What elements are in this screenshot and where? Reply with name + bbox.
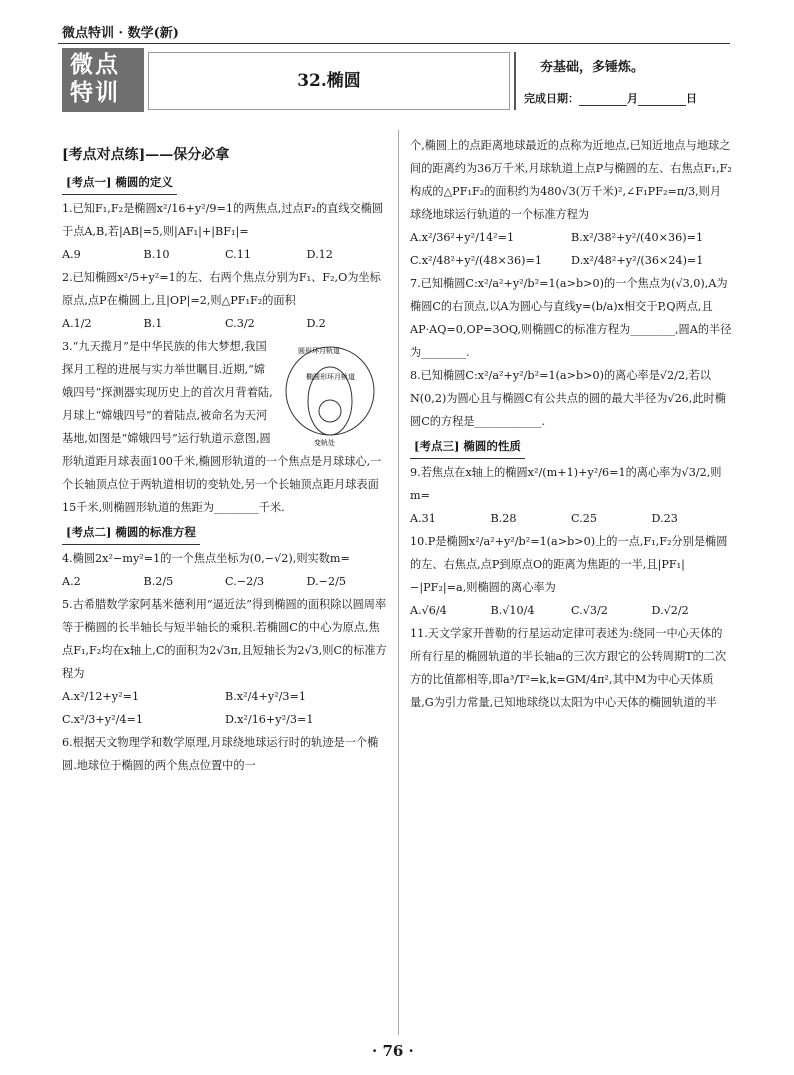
date-row [524,90,697,106]
q6-options-ab [410,226,732,249]
question-8: 8.已知椭圆C:x²/a²+y²/b²=1(a>b>0)的离心率是√2/2,若以N(0,2)为圆心且与椭圆C有公共点的圆的最大半径为√26,此时椭圆C的方程是____________. [410,369,726,428]
question-5: 5.古希腊数学家阿基米德利用“逼近法”得到椭圆的面积除以圆周率等于椭圆的长半轴长与短半轴长的乘积.若椭圆C的中心为原点,焦点F₁,F₂均在x轴上,C的面积为2√3π,且短轴长为2√3,则C的标准方程为 [62,598,387,680]
option: C.x²/48²+y²/(48×36)=1 [410,254,543,267]
logo [62,48,144,112]
fig-label-ellipse: 椭圆形环月轨道 [306,373,355,381]
logo-line2: 特训 [70,79,120,106]
q3-block [62,335,388,519]
column-divider [398,130,399,1035]
orbit-figure [278,339,388,449]
option: A.1/2 [62,317,92,330]
option: A.√6/4 [410,604,447,617]
option: D.2 [306,317,326,330]
question-3-text: 3.“九天揽月”是中华民族的伟大梦想,我国探月工程的进展与实力举世瞩目.近期,“嫦娥四号”探测器实现历史上的首次月背着陆,月球上“嫦娥四号”的着陆点,被命名为天河基地,如图是“嫦娥四号”运行轨道示意图,圆形轨道距月球表面100千米,椭圆形轨道的一个焦点是月球球心,一个长轴顶点位于两轨道相切的变轨处,另一个长轴顶点距月球表面15千米,则椭圆形轨道的焦距为________千米. [62,340,382,514]
option: A.2 [62,575,81,588]
option: B.x²/4+y²/3=1 [225,690,307,703]
option: B.1 [143,317,163,330]
option: D.−2/5 [306,575,347,588]
question-2: 2.已知椭圆x²/5+y²=1的左、右两个焦点分别为F₁、F₂,O为坐标原点,点P在椭圆上,且|OP|=2,则△PF₁F₂的面积 [62,271,381,307]
option: B.√10/4 [490,604,535,617]
option: D.x²/16+y²/3=1 [225,713,314,726]
q2-options [62,312,388,335]
question-11: 11.天文学家开普勒的行星运动定律可表述为:绕同一中心天体的所有行星的椭圆轨道的半长轴a的三次方跟它的公转周期T的二次方的比值都相等,即a³/T²=k,k=GM/4π²,其中M为中心天体质量,G为引力常量,已知地球绕以太阳为中心天体的椭圆轨道的半 [410,627,727,709]
question-4: 4.椭圆2x²−my²=1的一个焦点坐标为(0,−√2),则实数m= [62,552,350,565]
q5-options-cd [62,708,388,731]
keypoint-3: [考点三] 椭圆的性质 [410,435,525,459]
option: C.−2/3 [225,575,265,588]
q6-options-cd [410,249,732,272]
page-number: · 76 · [372,1042,414,1060]
q4-options [62,570,388,593]
option: D.12 [306,248,333,261]
option: A.x²/12+y²=1 [62,690,140,703]
slogan: 夯基础，多锤炼。 [540,60,645,75]
logo-line1: 微点 [70,51,120,78]
date-label: 完成日期： [524,92,579,105]
right-column [410,134,732,714]
question-10: 10.P是椭圆x²/a²+y²/b²=1(a>b>0)上的一点,F₁,F₂分别是椭圆的左、右焦点,点P到原点O的距离为焦距的一半,且|PF₁|−|PF₂|=a,则椭圆的离心率为 [410,535,728,594]
option: B.x²/38²+y²/(40×36)=1 [571,231,704,244]
q9-options [410,507,732,530]
fig-label-transfer: 变轨处 [314,439,335,447]
option: C.√3/2 [571,604,608,617]
day-blank [638,95,686,106]
month-label: 月 [627,92,638,105]
option: C.x²/3+y²/4=1 [62,713,143,726]
q5-options-ab [62,685,388,708]
question-7: 7.已知椭圆C:x²/a²+y²/b²=1(a>b>0)的一个焦点为(√3,0),A为椭圆C的右顶点,以A为圆心与直线y=(b/a)x相交于P,Q两点,且AP·AQ=0,OP=3OQ,则椭圆C的标准方程为________,圆A的半径为________. [410,277,732,359]
option: C.25 [571,512,597,525]
topic-title: 32.椭圆 [148,52,510,110]
option: A.31 [410,512,436,525]
keypoint-2: [考点二] 椭圆的标准方程 [62,521,200,545]
option: A.9 [62,248,81,261]
q1-options [62,243,388,266]
option: D.√2/2 [651,604,689,617]
keypoint-1: [考点一] 椭圆的定义 [62,171,177,195]
section-title: [考点对点练]——保分必拿 [62,147,230,163]
header-rule [58,43,730,44]
moon [319,400,341,422]
series-title: 微点特训 · 数学(新) [62,26,179,41]
day-label: 日 [686,92,697,105]
option: B.2/5 [143,575,174,588]
option: D.x²/48²+y²/(36×24)=1 [571,254,704,267]
question-6-continued: 个,椭圆上的点距离地球最近的点称为近地点,已知近地点与地球之间的距离约为36万千米,月球轨道上点P与椭圆的左、右焦点F₁,F₂构成的△PF₁F₂的面积约为480√3(万千米)²,∠F₁PF₂=π/3,则月球绕地球运行轨道的一个标准方程为 [410,139,732,221]
option: C.3/2 [225,317,255,330]
q10-options [410,599,732,622]
option: B.10 [143,248,170,261]
month-blank [579,95,627,106]
option: A.x²/36²+y²/14²=1 [410,231,515,244]
fig-label-circle: 圆形环月轨道 [298,347,340,355]
option: B.28 [490,512,517,525]
question-9: 9.若焦点在x轴上的椭圆x²/(m+1)+y²/6=1的离心率为√3/2,则m= [410,466,722,502]
left-column [62,138,388,777]
question-6: 6.根据天文物理学和数学原理,月球绕地球运行时的轨迹是一个椭圆.地球位于椭圆的两个焦点位置中的一 [62,736,379,772]
question-1: 1.已知F₁,F₂是椭圆x²/16+y²/9=1的两焦点,过点F₂的直线交椭圆于点A,B,若|AB|=5,则|AF₁|+|BF₁|= [62,202,384,238]
option: D.23 [651,512,678,525]
option: C.11 [225,248,251,261]
